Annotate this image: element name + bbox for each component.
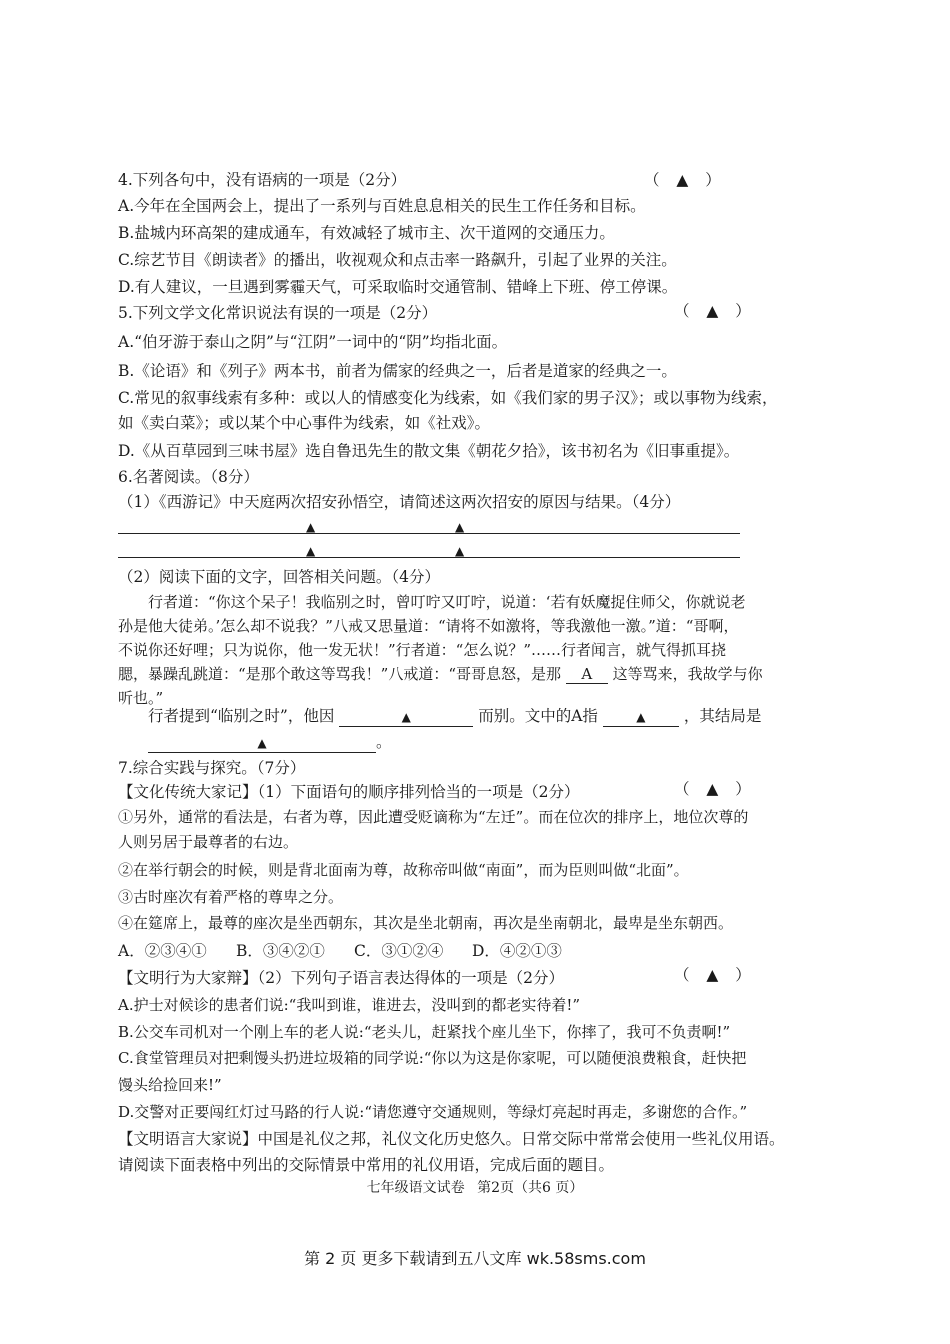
q6-question-part1: 行者提到“临别之时”，他因 [148,707,335,725]
q6-stem: 6.名著阅读。（8分） [118,468,259,486]
q4-answer-mark: （ ▲ ） [644,171,727,189]
blank-reason-mark: ▲ [401,710,411,724]
blank-a-mark: ▲ [636,710,646,724]
q7-1-answer-mark: （ ▲ ） [674,780,757,798]
q5-answer-mark: （ ▲ ） [674,302,757,320]
passage-line-4-text: 腮，暴躁乱跳道：“是那个敢这等骂我！”八戒道：“哥哥息怒，是那 [118,665,562,683]
q6-question-end: 。 [376,733,392,751]
q6-question-part3: ，其结局是 [683,707,762,725]
q7-item-4: ④在筵席上，最尊的座次是坐西朝东，其次是坐北朝南，再次是坐南朝北，最卑是坐东朝西。 [118,914,734,932]
q4-option-d: D.有人建议，一旦遇到雾霾天气，可采取临时交通管制、错峰上下班、停工停课。 [118,278,678,296]
q6-question-line-2 [118,730,758,754]
q7-option-c-cont: 馒头给捡回来!” [118,1076,222,1094]
q4-option-b: B.盐城内环高架的建成通车，有效减轻了城市主、次干道网的交通压力。 [118,224,615,242]
passage-line-4-tail: 这等骂来，我故学与你 [612,665,763,683]
answer-blank-a-refers[interactable] [603,707,679,727]
q7-option-d: D.交警对正要闯红灯过马路的行人说:“请您遵守交通规则，等绿灯亮起时再走，多谢您的合作。” [118,1103,748,1121]
answer-line-1 [118,533,740,534]
q7-section-1: 【文化传统大家记】（1）下面语句的顺序排列恰当的一项是（2分） [118,783,580,801]
passage-line-4 [118,662,763,686]
q6-answer-mark-1: ▲ [306,520,316,534]
q7-section-2: 【文明行为大家辩】（2）下列句子语言表达得体的一项是（2分） [118,969,564,987]
q7-choice-b: B．③④②① [236,942,325,960]
q7-item-2: ②在举行朝会的时候，则是背北面南为尊，故称帝叫做“南面”，而为臣则叫做“北面”。 [118,861,689,879]
answer-blank-reason[interactable] [339,707,473,727]
q5-option-b: B.《论语》和《列子》两本书，前者为儒家的经典之一，后者是道家的经典之一。 [118,362,677,380]
q6-answer-mark-2: ▲ [455,520,465,534]
q7-item-3: ③古时座次有着严格的尊卑之分。 [118,888,344,906]
exam-footer [0,1177,950,1197]
answer-line-2 [118,557,740,558]
q7-2-answer-mark: （ ▲ ） [674,966,757,984]
blank-outcome-mark: ▲ [257,736,267,750]
q6-question-line [148,704,788,728]
q5-option-d: D.《从百草园到三味书屋》选自鲁迅先生的散文集《朝花夕拾》，该书初名为《旧事重提》。 [118,442,740,460]
blank-a: A [566,665,608,684]
q5-option-c: C.常见的叙事线索有多种：或以人的情感变化为线索，如《我们家的男子汉》；或以事物为线索， [118,389,778,407]
q7-section-3-cont: 请阅读下面表格中列出的交际情景中常用的礼仪用语，完成后面的题目。 [118,1156,615,1174]
q7-choice-d: D．④②①③ [472,942,562,960]
q6-sub1: （1）《西游记》中天庭两次招安孙悟空，请简述这两次招安的原因与结果。（4分） [118,493,681,511]
q6-sub2: （2）阅读下面的文字，回答相关问题。（4分） [118,568,440,586]
q4-option-a: A.今年在全国两会上，提出了一系列与百姓息息相关的民生工作任务和目标。 [118,197,646,215]
q7-stem: 7.综合实践与探究。（7分） [118,759,306,777]
exam-footer-page: 第2页（共6 页） [477,1180,584,1196]
passage-line-5: 听也。” [118,689,164,707]
q4-option-c: C.综艺节目《朗读者》的播出，收视观众和点击率一路飙升，引起了业界的关注。 [118,251,677,269]
q4-stem: 4.下列各句中，没有语病的一项是（2分） [118,171,407,189]
q7-section-3: 【文明语言大家说】中国是礼仪之邦，礼仪文化历史悠久。日常交际中常常会使用一些礼仪用语。 [118,1130,785,1148]
q7-option-a: A.护士对候诊的患者们说:“我叫到谁，谁进去，没叫到的都老实待着!” [118,996,581,1014]
q5-stem: 5.下列文学文化常识说法有误的一项是（2分） [118,304,438,322]
q6-answer-mark-4: ▲ [455,544,465,558]
answer-blank-outcome[interactable] [148,733,376,753]
passage-line-1: 行者道：“你这个呆子！我临别之时，曾叮咛又叮咛，说道：‘若有妖魔捉住师父，你就说老 [148,593,746,611]
exam-footer-title: 七年级语文试卷 [366,1180,465,1196]
q7-choice-c: C．③①②④ [354,942,444,960]
site-footer[interactable]: 第 2 页 更多下载请到五八文库 wk.58sms.com [304,1249,646,1268]
q6-question-part2: 而别。文中的A指 [478,707,598,725]
q5-option-c-cont: 如《卖白菜》；或以某个中心事件为线索，如《社戏》。 [118,414,491,432]
q7-choice-a: A．②③④① [118,942,207,960]
q7-option-b: B.公交车司机对一个刚上车的老人说:“老头儿，赶紧找个座儿坐下，你摔了，我可不负责啊!” [118,1023,731,1041]
passage-line-2: 孙是他大徒弟。’怎么却不说我？”八戒又思量道：“请将不如激将，等我激他一激。”道：“哥啊， [118,617,739,635]
passage-line-3: 不说你还好哩；只为说你，他一发无状！”行者道：“怎么说？”……行者闻言，就气得抓耳挠 [118,641,727,659]
q7-item-1-cont: 人则另居于最尊者的右边。 [118,833,299,851]
q7-option-c: C.食堂管理员对把剩馒头扔进垃圾箱的同学说:“你以为这是你家呢，可以随便浪费粮食，赶快把 [118,1049,747,1067]
q5-option-a: A.“伯牙游于泰山之阴”与“江阴”一词中的“阴”均指北面。 [118,333,508,351]
q7-choices [118,939,758,963]
q6-answer-mark-3: ▲ [306,544,316,558]
q7-item-1: ①另外，通常的看法是，右者为尊，因此遭受贬谪称为“左迁”。而在位次的排序上，地位次尊的 [118,808,749,826]
